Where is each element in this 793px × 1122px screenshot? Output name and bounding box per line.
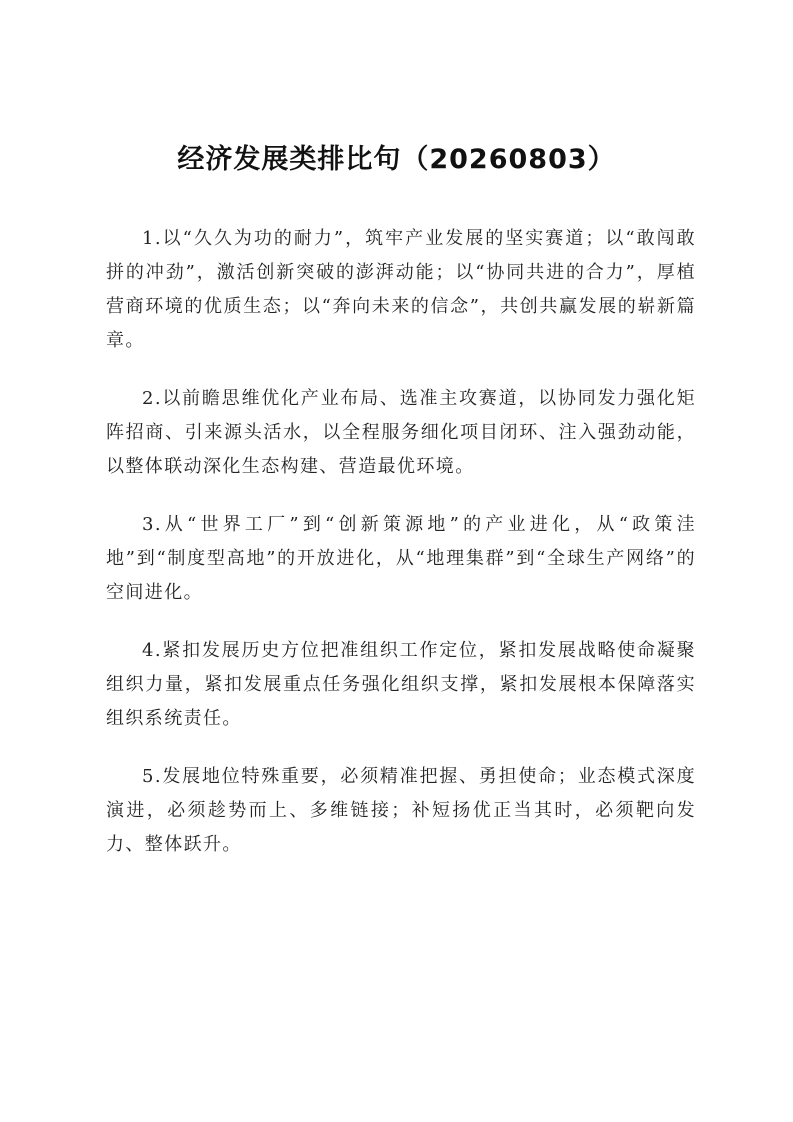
paragraph-2: 2.以前瞻思维优化产业布局、选准主攻赛道，以协同发力强化矩阵招商、引来源头活水，以全程服务细化项目闭环、注入强劲动能，以整体联动深化生态构建、营造最优环境。 [106, 388, 696, 477]
paragraph-1: 1.以“久久为功的耐力”，筑牢产业发展的坚实赛道；以“敢闯敢拼的冲劲”，激活创新突破的澎湃动能；以“协同共进的合力”，厚植营商环境的优质生态；以“奔向未来的信念”，共创共赢发展的崭新篇章。 [106, 228, 696, 351]
paragraph-4: 4.紧扣发展历史方位把准组织工作定位，紧扣发展战略使命凝聚组织力量，紧扣发展重点任务强化组织支撑，紧扣发展根本保障落实组织系统责任。 [106, 640, 696, 729]
document-body [106, 222, 696, 886]
paragraph-5: 5.发展地位特殊重要，必须精准把握、勇担使命；业态模式深度演进，必须趁势而上、多维链接；补短扬优正当其时，必须靶向发力、整体跃升。 [106, 766, 696, 855]
paragraph-3: 3.从“世界工厂”到“创新策源地”的产业进化，从“政策洼地”到“制度型高地”的开放进化，从“地理集群”到“全球生产网络”的空间进化。 [106, 514, 696, 603]
document-title: 经济发展类排比句（20260803） [177, 144, 616, 175]
